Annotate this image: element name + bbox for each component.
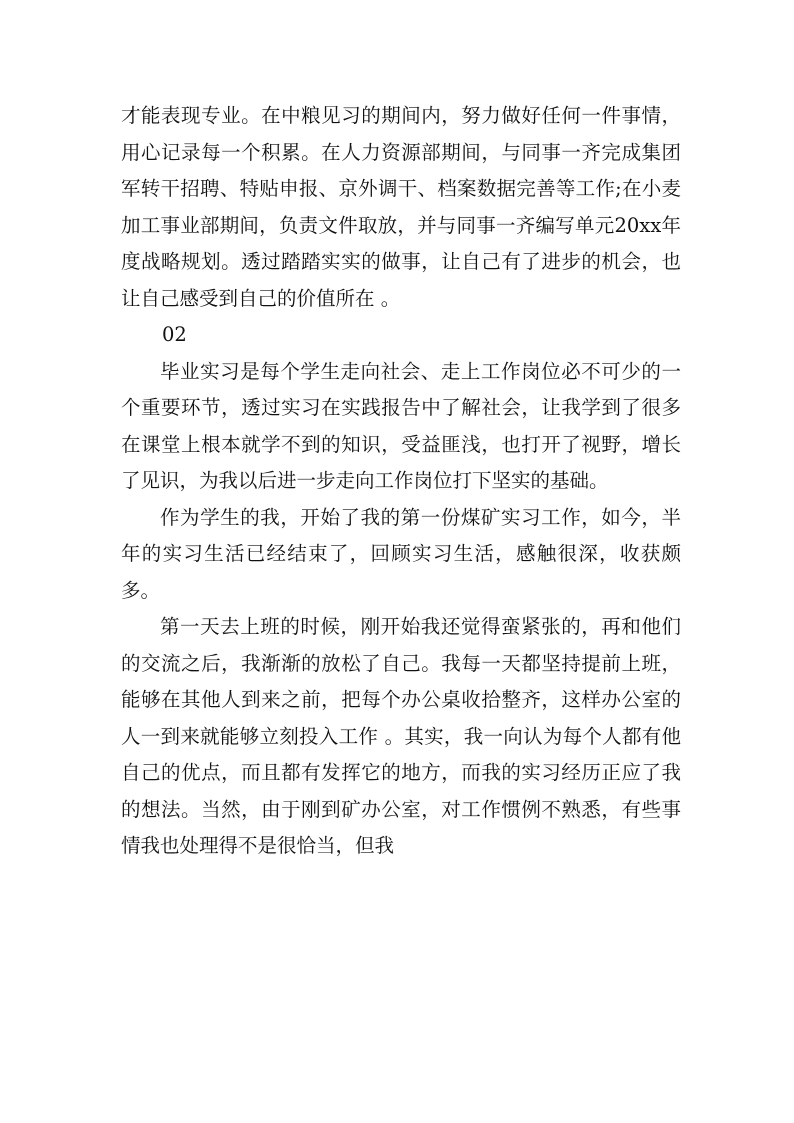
paragraph-first-day: 第一天去上班的时候，刚开始我还觉得蛮紧张的，再和他们的交流之后，我渐渐的放松了自己。我每一天都坚持提前上班，能够在其他人到来之前，把每个办公桌收拾整齐，这样办公室的人一到来就能够立刻投入工作 。其实，我一向认为每个人都有他自己的优点，而且都有发挥它的地方，而我的实习经历正应了我的想法。当然，由于刚到矿办公室，对工作惯例不熟悉，有些事情我也处理得不是很恰当，但我 bbox=[121, 615, 681, 857]
document-page bbox=[121, 98, 681, 865]
paragraph-internship-intro: 毕业实习是每个学生走向社会、走上工作岗位必不可少的一个重要环节，透过实习在实践报告中了解社会，让我学到了很多在课堂上根本就学不到的知识，受益匪浅，也打开了视野，增长了见识，为我以后进一步走向工作岗位打下坚实的基础。 bbox=[121, 359, 681, 492]
paragraph-coal-mine-work: 作为学生的我，开始了我的第一份煤矿实习工作，如今，半年的实习生活已经结束了，回顾实习生活，感触很深，收获颇多。 bbox=[121, 505, 681, 602]
section-number: 02 bbox=[162, 323, 187, 346]
paragraph-continuation: 才能表现专业。在中粮见习的期间内，努力做好任何一件事情，用心记录每一个积累。在人力资源部期间，与同事一齐完成集团军转干招聘、特贴申报、京外调干、档案数据完善等工作;在小麦加工事业部期间，负责文件取放，并与同事一齐编写单元20xx年度战略规划。透过踏踏实实的做事，让自己有了进步的机会，也让自己感受到自己的价值所在 。 bbox=[121, 104, 681, 310]
